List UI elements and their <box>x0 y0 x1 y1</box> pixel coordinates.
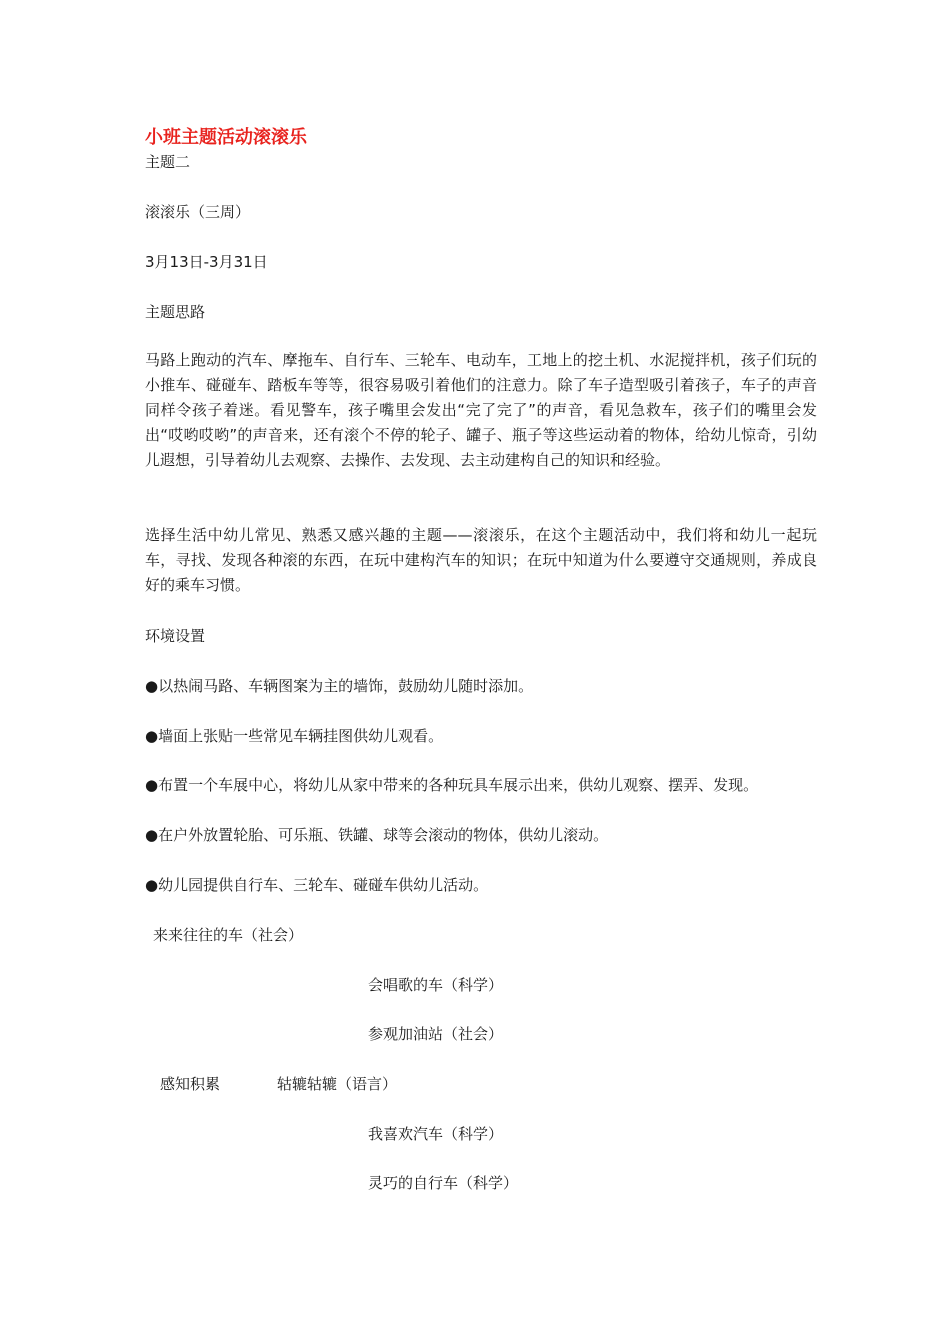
activity-science-3: 灵巧的自行车（科学） <box>368 1174 519 1192</box>
env-item: ●以热闹马路、车辆图案为主的墙饰，鼓励幼儿随时添加。 <box>145 677 534 695</box>
activity-social-1: 来来往往的车（社会） <box>153 926 304 944</box>
env-item: ●幼儿园提供自行车、三轮车、碰碰车供幼儿活动。 <box>145 876 489 894</box>
section-heading-ideas: 主题思路 <box>145 303 206 321</box>
ideas-paragraph-2: 选择生活中幼儿常见、熟悉又感兴趣的主题——滚滚乐，在这个主题活动中，我们将和幼儿一起玩车，寻找、发现各种滚的东西，在玩中建构汽车的知识；在玩中知道为什么要遵守交通规则，养成良好的乘车习惯。 <box>145 526 817 594</box>
date-range: 3月13日-3月31日 <box>145 253 268 271</box>
env-item: ●布置一个车展中心，将幼儿从家中带来的各种玩具车展示出来，供幼儿观察、摆弄、发现。 <box>145 776 759 794</box>
section-heading-environment: 环境设置 <box>145 627 206 645</box>
activity-category-label: 感知积累 <box>160 1075 221 1093</box>
ideas-paragraph-1: 马路上跑动的汽车、摩拖车、自行车、三轮车、电动车，工地上的挖土机、水泥搅拌机，孩子们玩的小推车、碰碰车、踏板车等等，很容易吸引着他们的注意力。除了车子造型吸引着孩子，车子的声音同样令孩子着迷。看见警车，孩子嘴里会发出“完了完了”的声音，看见急救车，孩子们的嘴里会发出“哎哟哎哟”的声音来，还有滚个不停的轮子、罐子、瓶子等这些运动着的物体，给幼儿惊奇，引幼儿遐想，引导着幼儿去观察、去操作、去发现、去主动建构自己的知识和经验。 <box>145 351 817 469</box>
document-title: 小班主题活动滚滚乐 <box>145 127 307 148</box>
theme-number: 主题二 <box>145 153 191 171</box>
env-item: ●在户外放置轮胎、可乐瓶、铁罐、球等会滚动的物体，供幼儿滚动。 <box>145 826 609 844</box>
activity-science-1: 会唱歌的车（科学） <box>368 976 504 994</box>
env-item: ●墙面上张贴一些常见车辆挂图供幼儿观看。 <box>145 727 444 745</box>
theme-name: 滚滚乐（三周） <box>145 203 251 221</box>
activity-social-2: 参观加油站（社会） <box>368 1025 504 1043</box>
activity-language-1: 轱辘轱辘（语言） <box>277 1075 398 1093</box>
activity-science-2: 我喜欢汽车（科学） <box>368 1125 504 1143</box>
